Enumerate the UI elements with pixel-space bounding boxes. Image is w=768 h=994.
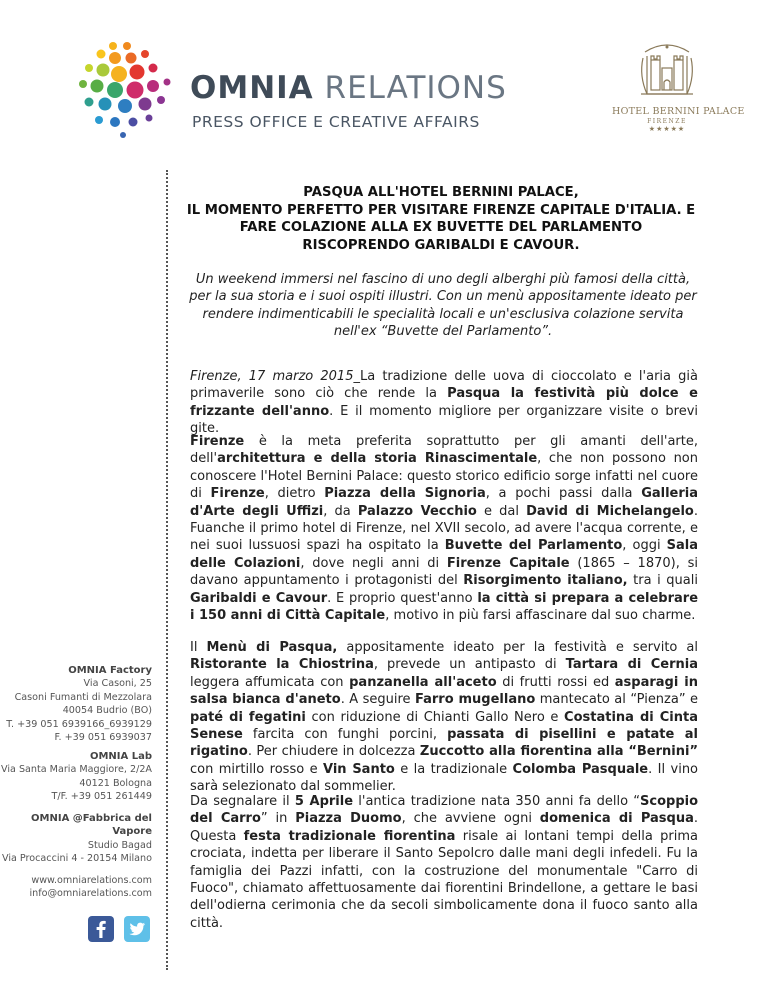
- bold-phrase: David di Michelangelo: [526, 503, 694, 519]
- bold-phrase: passata di pisellini e patate al rigatino: [190, 727, 698, 760]
- intro-paragraph: Un weekend immersi nel fascino di uno degli alberghi più famosi della città, per la sua storia e i suoi ospiti illustri. Con un menù appositamente ideato per rendere indimenticabili le specialità locali e un'esclusiva colazione servita nell'ex “Buvette del Parlamento”.: [189, 272, 697, 339]
- twitter-icon[interactable]: [124, 916, 150, 942]
- hotel-stars: ★★★★★: [648, 125, 686, 133]
- text-segment: , a pochi passi dalla: [485, 486, 642, 502]
- text-segment: e dal: [476, 503, 527, 519]
- social-links: [88, 916, 150, 942]
- hotel-name: HOTEL BERNINI PALACE: [612, 106, 745, 117]
- bold-phrase: Zuccotto alla fiorentina alla “Bernini”: [419, 744, 698, 760]
- text-segment: e la tradizionale: [394, 761, 513, 777]
- text-segment: risale ai lontani tempi della prima crociata, indetta per liberare il Santo Sepolcro dalle mani degli infedeli. Fu la famiglia dei Pazzi infatti, con la costruzione del monumentale "Carro di Fuoco", chiamato affettuosamente dai fiorentini Brindellone, a gettare le basi dell'odierna cerimonia che da secoli simbolicamente dona il fuoco santo alla città.: [190, 828, 698, 931]
- text-segment: . Il vino sarà selezionato dal sommelier.: [190, 761, 699, 795]
- bold-phrase: 5 Aprile: [294, 794, 354, 809]
- text-segment: , dove negli anni di: [300, 555, 447, 571]
- bold-phrase: Galleria d'Arte degli Uffizi: [190, 486, 698, 519]
- text-segment: l'antica tradizione nata 350 anni fa dello “: [353, 794, 641, 809]
- text-segment: ” in: [260, 811, 296, 827]
- bold-phrase: panzanella all'aceto: [349, 674, 497, 690]
- brand-name: [190, 70, 507, 106]
- text-segment: leggera affumicata con: [190, 674, 350, 690]
- sidebar-lab-title: OMNIA Lab: [89, 751, 152, 762]
- paragraph-1: [190, 368, 698, 438]
- bold-phrase: Piazza Duomo: [295, 811, 402, 827]
- sidebar-factory-line: Via Casoni, 25: [83, 678, 152, 690]
- vertical-divider: [166, 170, 168, 970]
- title-line: FARE COLAZIONE ALLA EX BUVETTE DEL PARLAMENTO: [239, 220, 643, 236]
- bold-phrase: Menù di Pasqua,: [206, 640, 338, 655]
- p1-text-bold: Pasqua la festività più dolce e frizzante dell'anno: [190, 386, 698, 419]
- sidebar-lab: [0, 750, 152, 804]
- sidebar-vapore-title: OMNIA @Fabbrica del Vapore: [31, 813, 152, 838]
- sidebar-factory: [0, 664, 152, 744]
- p1-text-c: . E il momento migliore per organizzare visite o brevi gite.: [190, 403, 698, 437]
- bold-phrase: Piazza della Signoria: [324, 486, 486, 502]
- bold-phrase: Firenze: [210, 486, 265, 502]
- bold-phrase: la città si prepara a celebrare i 150 anni di Città Capitale: [190, 590, 699, 624]
- text-segment: , oggi: [622, 538, 667, 554]
- press-release-title: [176, 184, 706, 254]
- sidebar-factory-line: T. +39 051 6939166_6939129: [6, 718, 152, 730]
- sidebar-lab-line: Via Santa Maria Maggiore, 2/2A: [1, 764, 152, 776]
- paragraph-3-text: [190, 639, 698, 796]
- bold-phrase: Firenze: [190, 434, 245, 449]
- text-segment: (1865 – 1870), si davano appuntamento i protagonisti del: [190, 555, 698, 589]
- bold-phrase: festa tradizionale fiorentina: [243, 828, 456, 844]
- bold-phrase: Tartara di Cernia: [565, 657, 698, 673]
- text-segment: tra i quali: [627, 573, 698, 589]
- text-segment: , che avviene ogni: [401, 811, 540, 827]
- brand-name-bold: OMNIA: [190, 70, 314, 106]
- sidebar-factory-line: 40054 Budrio (BO): [62, 705, 152, 717]
- brand-name-light: RELATIONS: [324, 70, 507, 106]
- text-segment: . E proprio quest'anno: [327, 590, 478, 606]
- email-link[interactable]: info@omniarelations.com: [29, 888, 152, 900]
- bold-phrase: Palazzo Vecchio: [357, 503, 477, 519]
- website-link[interactable]: www.omniarelations.com: [31, 875, 152, 886]
- text-segment: mantecato al “Pienza” e: [535, 692, 699, 708]
- bold-phrase: Farro mugellano: [415, 692, 536, 708]
- text-segment: Da segnalare il: [190, 794, 295, 809]
- text-segment: , motivo in più farsi affascinare dal suo charme.: [385, 608, 696, 624]
- text-segment: , dietro: [264, 486, 325, 502]
- sidebar-vapore-line: Studio Bagad: [87, 839, 152, 851]
- bold-phrase: Costatina di Cinta Senese: [190, 709, 699, 743]
- sidebar-vapore-line: Via Procaccini 4 - 20154 Milano: [1, 853, 152, 865]
- text-segment: , che non possono non conoscere l'Hotel Bernini Palace: questo storico edificio sorge infatti nel cuore di: [190, 451, 698, 502]
- title-line: PASQUA ALL'HOTEL BERNINI PALACE,: [303, 185, 579, 200]
- bold-phrase: Garibaldi e Cavour: [190, 590, 328, 606]
- text-segment: , prevede un antipasto di: [373, 657, 566, 673]
- bold-phrase: Sala delle Colazioni: [190, 538, 698, 571]
- text-segment: . Questa: [190, 811, 699, 844]
- text-segment: farcita con funghi porcini,: [242, 727, 448, 743]
- title-line: IL MOMENTO PERFETTO PER VISITARE FIRENZE CAPITALE D'ITALIA. E: [186, 202, 696, 218]
- text-segment: è la meta preferita soprattutto per gli amanti dell'arte, dell': [190, 434, 698, 467]
- bold-phrase: asparagi in salsa bianca d'aneto: [190, 674, 698, 708]
- facebook-icon[interactable]: [88, 916, 114, 942]
- bold-phrase: domenica di Pasqua: [539, 811, 694, 827]
- bold-phrase: Vin Santo: [322, 761, 395, 777]
- text-segment: . Fuanche il primo hotel di Firenze, nel XVII secolo, ad avere l'acqua corrente, e nei suoi lussuosi spazi ha ospitato la: [190, 503, 698, 554]
- hotel-city: FIRENZE: [647, 118, 687, 125]
- brand-tagline: PRESS OFFICE E CREATIVE AFFAIRS: [192, 113, 480, 131]
- paragraph-4: [190, 793, 698, 932]
- bold-phrase: Ristorante la Chiostrina: [190, 657, 374, 673]
- bold-phrase: Firenze Capitale: [446, 555, 570, 571]
- sidebar-vapore: [0, 812, 152, 866]
- p1-text-a: _La tradizione delle uova di cioccolato e l'aria già primaverile sono ciò che rende la: [190, 369, 698, 402]
- text-segment: appositamente ideato per la festività e servito al: [337, 640, 698, 655]
- bold-phrase: architettura e della storia Rinascimentale: [217, 451, 538, 467]
- bold-phrase: Colomba Pasquale: [512, 761, 649, 777]
- text-segment: Il: [190, 640, 207, 655]
- castle-emblem-icon: [637, 38, 697, 100]
- text-segment: con mirtillo rosso e: [190, 761, 323, 777]
- sidebar-lab-line: 40121 Bologna: [79, 777, 152, 789]
- bold-phrase: paté di fegatini: [190, 709, 306, 725]
- paragraph-3: [190, 639, 698, 796]
- text-segment: di frutti rossi ed: [496, 674, 615, 690]
- omnia-logo-icon: [75, 40, 185, 140]
- sidebar-factory-title: OMNIA Factory: [68, 665, 152, 676]
- sidebar-contacts: [0, 874, 152, 901]
- bold-phrase: Scoppio del Carro: [190, 794, 699, 827]
- bold-phrase: Buvette del Parlamento: [444, 538, 623, 554]
- title-line: RISCOPRENDO GARIBALDI E CAVOUR.: [302, 237, 580, 253]
- text-segment: con riduzione di Chianti Gallo Nero e: [305, 709, 565, 725]
- dateline: Firenze, 17 marzo 2015: [190, 369, 354, 384]
- text-segment: . Per chiudere in dolcezza: [247, 744, 420, 760]
- paragraph-2: [190, 433, 698, 624]
- text-segment: , da: [323, 503, 358, 519]
- text-segment: . A seguire: [340, 692, 415, 708]
- paragraph-2-text: [190, 433, 698, 624]
- bold-phrase: Risorgimento italiano,: [463, 573, 628, 589]
- hotel-logo: [612, 38, 745, 133]
- sidebar-factory-line: Casoni Fumanti di Mezzolara: [14, 691, 152, 703]
- sidebar-factory-line: F. +39 051 6939037: [54, 732, 152, 744]
- sidebar-lab-line: T/F. +39 051 261449: [51, 791, 152, 803]
- paragraph-4-text: [190, 793, 698, 932]
